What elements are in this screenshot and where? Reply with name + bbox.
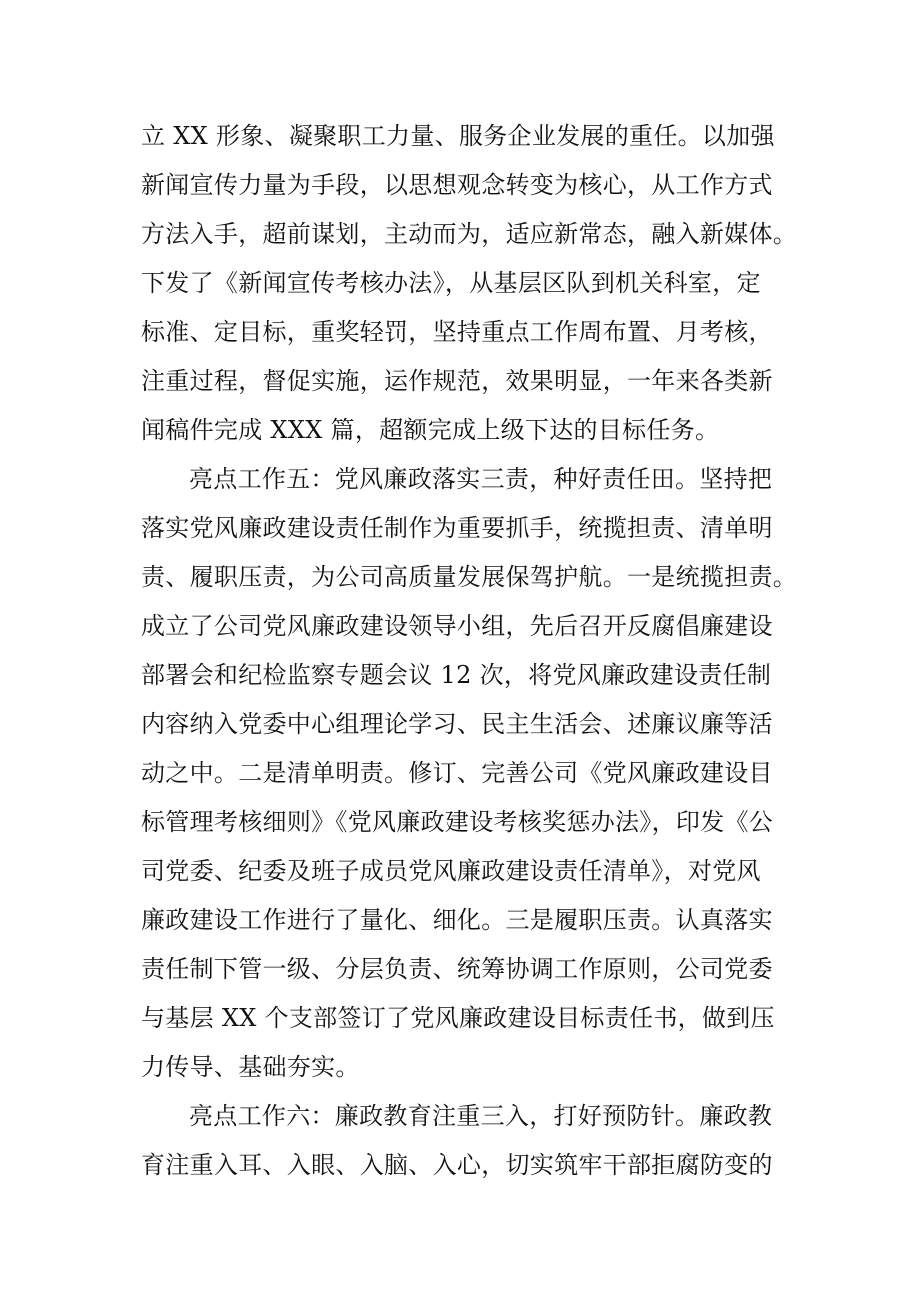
text-line: 动之中。二是清单明责。修订、完善公司《党风廉政建设目	[141, 759, 773, 787]
text-line: 司党委、纪委及班子成员党风廉政建设责任清单》，对党风	[141, 857, 761, 885]
paragraph-heading-highlight-6: 亮点工作六：廉政教育注重三入，打好预防针。廉政教	[189, 1102, 773, 1130]
text-line: 责、履职压责，为公司高质量发展保驾护航。一是统揽担责。	[141, 563, 798, 591]
text-line: 方法入手，超前谋划，主动而为，适应新常态，融入新媒体。	[141, 220, 798, 248]
text-line: 育注重入耳、入眼、入脑、入心，切实筑牢干部拒腐防变的	[141, 1151, 773, 1179]
text-line: 下发了《新闻宣传考核办法》，从基层区队到机关科室，定	[141, 269, 761, 297]
text-line: 责任制下管一级、分层负责、统筹协调工作原则，公司党委	[141, 955, 773, 983]
text-line: 立 XX 形象、凝聚职工力量、服务企业发展的重任。以加强	[141, 122, 775, 150]
text-line: 部署会和纪检监察专题会议 12 次，将党风廉政建设责任制	[141, 661, 772, 689]
paragraph-heading-highlight-5: 亮点工作五：党风廉政落实三责，种好责任田。坚持把	[189, 465, 773, 493]
text-line: 标管理考核细则》《党风廉政建设考核奖惩办法》，印发《公	[141, 808, 774, 836]
text-line: 落实党风廉政建设责任制作为重要抓手，统揽担责、清单明	[141, 514, 773, 542]
text-line: 廉政建设工作进行了量化、细化。三是履职压责。认真落实	[141, 906, 773, 934]
text-line: 注重过程，督促实施，运作规范，效果明显，一年来各类新	[141, 367, 773, 395]
text-line: 力传导、基础夯实。	[141, 1053, 360, 1081]
text-line: 新闻宣传力量为手段，以思想观念转变为核心，从工作方式	[141, 171, 773, 199]
text-line: 成立了公司党风廉政建设领导小组，先后召开反腐倡廉建设	[141, 612, 773, 640]
text-line: 标准、定目标，重奖轻罚，坚持重点工作周布置、月考核，	[141, 318, 773, 346]
text-line: 内容纳入党委中心组理论学习、民主生活会、述廉议廉等活	[141, 710, 773, 738]
text-line: 与基层 XX 个支部签订了党风廉政建设目标责任书，做到压	[141, 1004, 775, 1032]
text-line: 闻稿件完成 XXX 篇，超额完成上级下达的目标任务。	[141, 416, 720, 444]
